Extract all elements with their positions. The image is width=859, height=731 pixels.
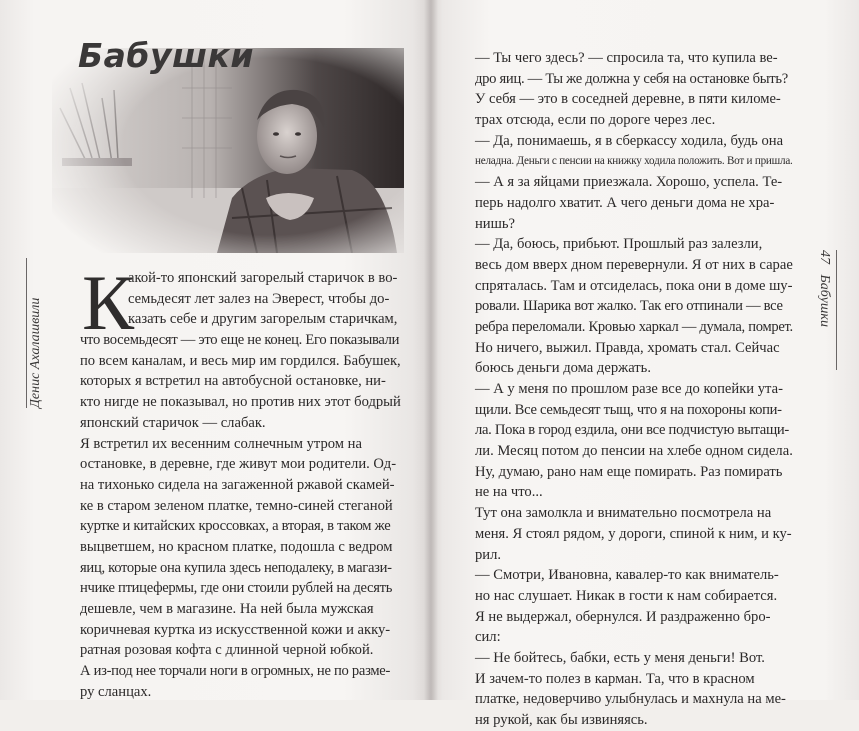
text-line: яиц, которые она купила здесь неподалеку, в магази- [80, 559, 392, 576]
running-head-author [26, 258, 46, 408]
running-head-section [814, 250, 836, 370]
text-line: кто нигде не показывал, но против них этот бодрый [80, 394, 401, 411]
body-lines [475, 48, 793, 731]
text-line: Но ничего, выжил. Правда, хромать стал. Сейчас [475, 339, 780, 356]
text-line: — Не бойтесь, бабки, есть у меня деньги! Вот. [475, 649, 765, 666]
text-line: которых я встретил на автобусной остановке, ни- [80, 373, 386, 390]
running-head-rule [836, 250, 837, 370]
text-line: ребра переломали. Кровью харкал — думала, помрет. [475, 318, 793, 335]
text-line: коричневая куртка из искусственной кожи и акку- [80, 621, 391, 638]
text-line: что восемьдесят — это еще не конец. Его показывали [80, 332, 400, 349]
text-line: ли. Месяц потом до пенсии на хлебе одном сидела. [475, 443, 793, 460]
elderly-woman-photo [52, 48, 404, 253]
text-line: ру сланцах. [80, 683, 152, 700]
text-line: дешевле, чем в магазине. На ней была мужская [80, 601, 374, 617]
text-line: меня. Я стоял рядом, у дороги, спиной к ним, и ку- [475, 525, 792, 542]
text-line: неладна. Деньги с пенсии на книжку ходила положить. Вот и пришла. [475, 155, 793, 168]
text-line: Ну, думаю, рано нам еще помирать. Раз помирать [475, 463, 783, 480]
running-head-rule [26, 258, 27, 408]
text-line: семьдесят лет залез на Эверест, чтобы до- [128, 290, 390, 307]
text-line: ровали. Шарика вот жалко. Так его отпинали — все [475, 298, 783, 315]
text-line: сил: [475, 629, 501, 646]
book-gutter [424, 0, 438, 700]
left-body-text [80, 259, 404, 702]
body-lines [80, 330, 404, 702]
text-line: остановке, в деревне, где живут мои родители. Од- [80, 456, 397, 473]
text-line: рил. [475, 546, 502, 563]
text-line: не на что... [475, 484, 543, 501]
text-line: по всем каналам, и весь мир им гордился. Бабушек, [80, 352, 401, 369]
text-line: акой-то японский загорелый старичок в во- [128, 270, 398, 286]
text-line: ла. Пока в город ездила, они все подчистую вытащи- [475, 422, 790, 439]
text-line: на тихонько сидела на загаженной ржавой скамей- [80, 476, 395, 493]
section-title: Бабушки [817, 274, 832, 327]
chapter-title: Бабушки [78, 36, 255, 75]
text-line: — Ты чего здесь? — спросила та, что купила ве- [475, 50, 778, 66]
page-number: 47 [817, 250, 832, 264]
text-line: трах отсюда, если по дороге через лес. [475, 112, 716, 129]
text-line: японский старичок — слабак. [80, 414, 266, 431]
text-line: ратная розовая кофта с длинной черной юбкой. [80, 642, 374, 659]
text-line: И зачем-то полез в карман. Та, что в красном [475, 670, 755, 687]
text-line: нишь? [475, 215, 515, 232]
text-line: спряталась. Там и отсиделась, пока они в доме шу- [475, 277, 793, 294]
text-line: — А я за яйцами приезжала. Хорошо, успела. Те- [475, 174, 783, 191]
text-line: — Да, боюсь, прибьют. Прошлый раз залезли, [475, 236, 763, 253]
text-line: выцветшем, но красном платке, подошла с ведром [80, 538, 393, 555]
author-name: Денис Ахалашвили [28, 297, 43, 408]
text-line: боюсь деньги дома держать. [475, 360, 651, 377]
text-line: — Смотри, Ивановна, кавалер-то как вниматель- [475, 567, 779, 584]
text-line: щили. Все семьдесят тыщ, что я на похороны копи- [475, 401, 782, 418]
text-line: ке в старом зеленом платке, темно-синей стеганой [80, 497, 393, 514]
text-line: А из-под нее торчали ноги в огромных, не по разме- [80, 663, 391, 680]
text-line: платке, недоверчиво улыбнулась и махнула на ме- [475, 691, 786, 708]
text-line: перь надолго хватит. А чего деньги дома не хра- [475, 194, 775, 211]
right-body-text [475, 48, 793, 731]
running-head-text [816, 250, 832, 327]
text-line: Я встретил их весенним солнечным утром на [80, 435, 362, 452]
text-line: казать себе и другим загорелым старичкам, [128, 311, 398, 328]
text-line: куртке и китайских кроссовках, а вторая, в таком же [80, 518, 391, 535]
text-line: весь дом вверх дном перевернули. Я от них в сарае [475, 256, 793, 273]
text-line: дро яиц. — Ты же должна у себя на остановке быть? [475, 70, 788, 87]
text-line: Тут она замолкла и внимательно посмотрела на [475, 505, 772, 522]
text-line: ня рукой, как бы извиняясь. [475, 712, 648, 728]
text-line: нчике птицефермы, где они стоили рублей на десять [80, 580, 393, 597]
text-line: — А у меня по прошлом разе все до копейки ута- [475, 381, 783, 397]
drop-cap: К [82, 259, 135, 346]
text-line: но нас слушает. Никак в гости к нам собирается. [475, 587, 778, 604]
text-line: Я не выдержал, обернулся. И раздраженно бро- [475, 608, 771, 625]
text-line: У себя — это в соседней деревне, в пяти киломе- [475, 91, 781, 108]
text-line: — Да, понимаешь, я в сберкассу ходила, будь она [475, 132, 784, 149]
